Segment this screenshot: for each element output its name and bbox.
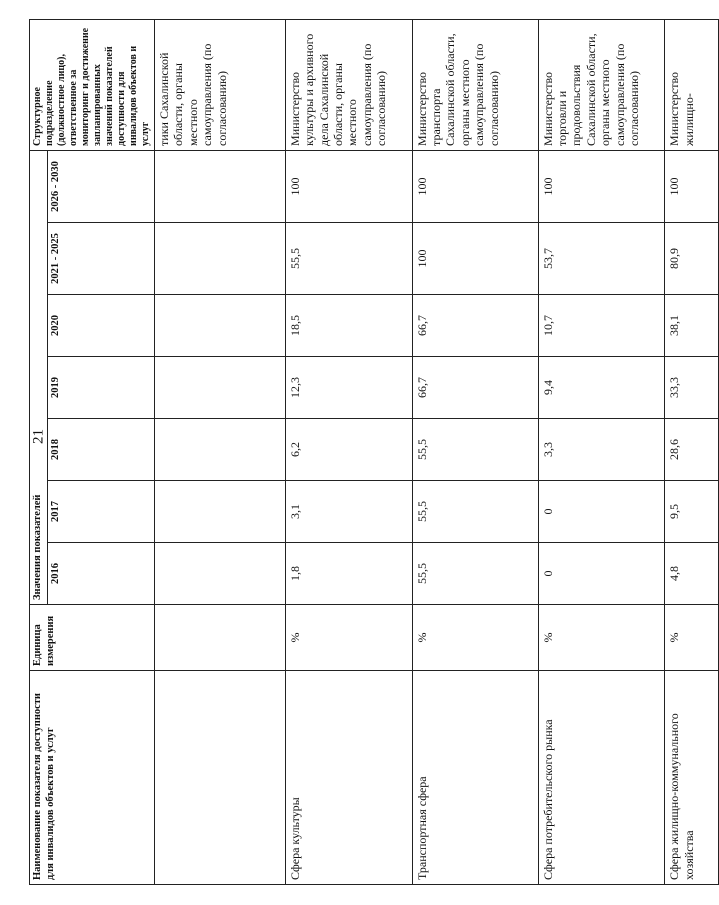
row-unit: %: [412, 605, 538, 671]
header-responsible: Структурное подразделение (должностное лицо), ответственное за мониторинг и достижение запланированных значений показателей доступности для инвалидов объектов и услуг: [30, 19, 155, 150]
rotated-page: [29, 20, 696, 885]
row-value: 0: [538, 481, 665, 543]
row-value: 66,7: [412, 357, 538, 419]
row-value: 55,5: [412, 481, 538, 543]
row-responsible: Министерство транспорта Сахалинской области, органы местного самоуправления (по согласованию): [412, 19, 538, 150]
row-name: Сфера жилищно-коммунального хозяйства: [665, 671, 719, 885]
row-unit: %: [665, 605, 719, 671]
row-unit: %: [285, 605, 412, 671]
indicators-table: [29, 19, 719, 885]
header-year: 2021 - 2025: [48, 223, 155, 295]
table-row: [412, 19, 538, 884]
row-name: Сфера культуры: [285, 671, 412, 885]
row-value: 66,7: [412, 295, 538, 357]
header-values-group: Значения показателей: [30, 150, 48, 604]
row-value: 3,3: [538, 419, 665, 481]
row-unit: %: [538, 605, 665, 671]
row-value: 9,5: [665, 481, 719, 543]
table-row: [665, 19, 719, 884]
row-name: Транспортная сфера: [412, 671, 538, 885]
row-value: 55,5: [285, 223, 412, 295]
row-name: Сфера потребительского рынка: [538, 671, 665, 885]
row-value: 12,3: [285, 357, 412, 419]
row-value: 38,1: [665, 295, 719, 357]
row-value: 18,5: [285, 295, 412, 357]
header-year: 2018: [48, 419, 155, 481]
table-wrapper: [29, 20, 696, 885]
row-value: 53,7: [538, 223, 665, 295]
row-value: 1,8: [285, 543, 412, 605]
row-responsible: Министерство торговли и продовольствия Сахалинской области, органы местного самоуправления (по согласованию): [538, 19, 665, 150]
table-row-continuation: [155, 19, 286, 884]
row-value: 0: [538, 543, 665, 605]
row-value: 28,6: [665, 419, 719, 481]
header-year: 2017: [48, 481, 155, 543]
header-year: 2026 - 2030: [48, 150, 155, 222]
row-value: 55,5: [412, 543, 538, 605]
row-value: 33,3: [665, 357, 719, 419]
row-value: 100: [538, 150, 665, 222]
row-value: 4,8: [665, 543, 719, 605]
row-value: 100: [412, 150, 538, 222]
continuation-responsible: тики Сахалинской области, органы местного самоуправления (по согласованию): [155, 19, 286, 150]
header-unit: Единица измерения: [30, 605, 155, 671]
row-value: 100: [285, 150, 412, 222]
row-responsible: Министерство культуры и архивного дела Сахалинской области, органы местного самоуправления (по согласованию): [285, 19, 412, 150]
table-row: [538, 19, 665, 884]
row-value: 80,9: [665, 223, 719, 295]
row-responsible: Министерство жилищно-: [665, 19, 719, 150]
row-value: 6,2: [285, 419, 412, 481]
row-value: 10,7: [538, 295, 665, 357]
row-value: 3,1: [285, 481, 412, 543]
row-value: 100: [665, 150, 719, 222]
header-year: 2019: [48, 357, 155, 419]
header-indicator-name: Наименование показателя доступности для инвалидов объектов и услуг: [30, 671, 155, 885]
table-row: [285, 19, 412, 884]
row-value: 9,4: [538, 357, 665, 419]
header-year: 2020: [48, 295, 155, 357]
row-value: 55,5: [412, 419, 538, 481]
header-year: 2016: [48, 543, 155, 605]
page-number: 21: [30, 429, 47, 444]
row-value: 100: [412, 223, 538, 295]
